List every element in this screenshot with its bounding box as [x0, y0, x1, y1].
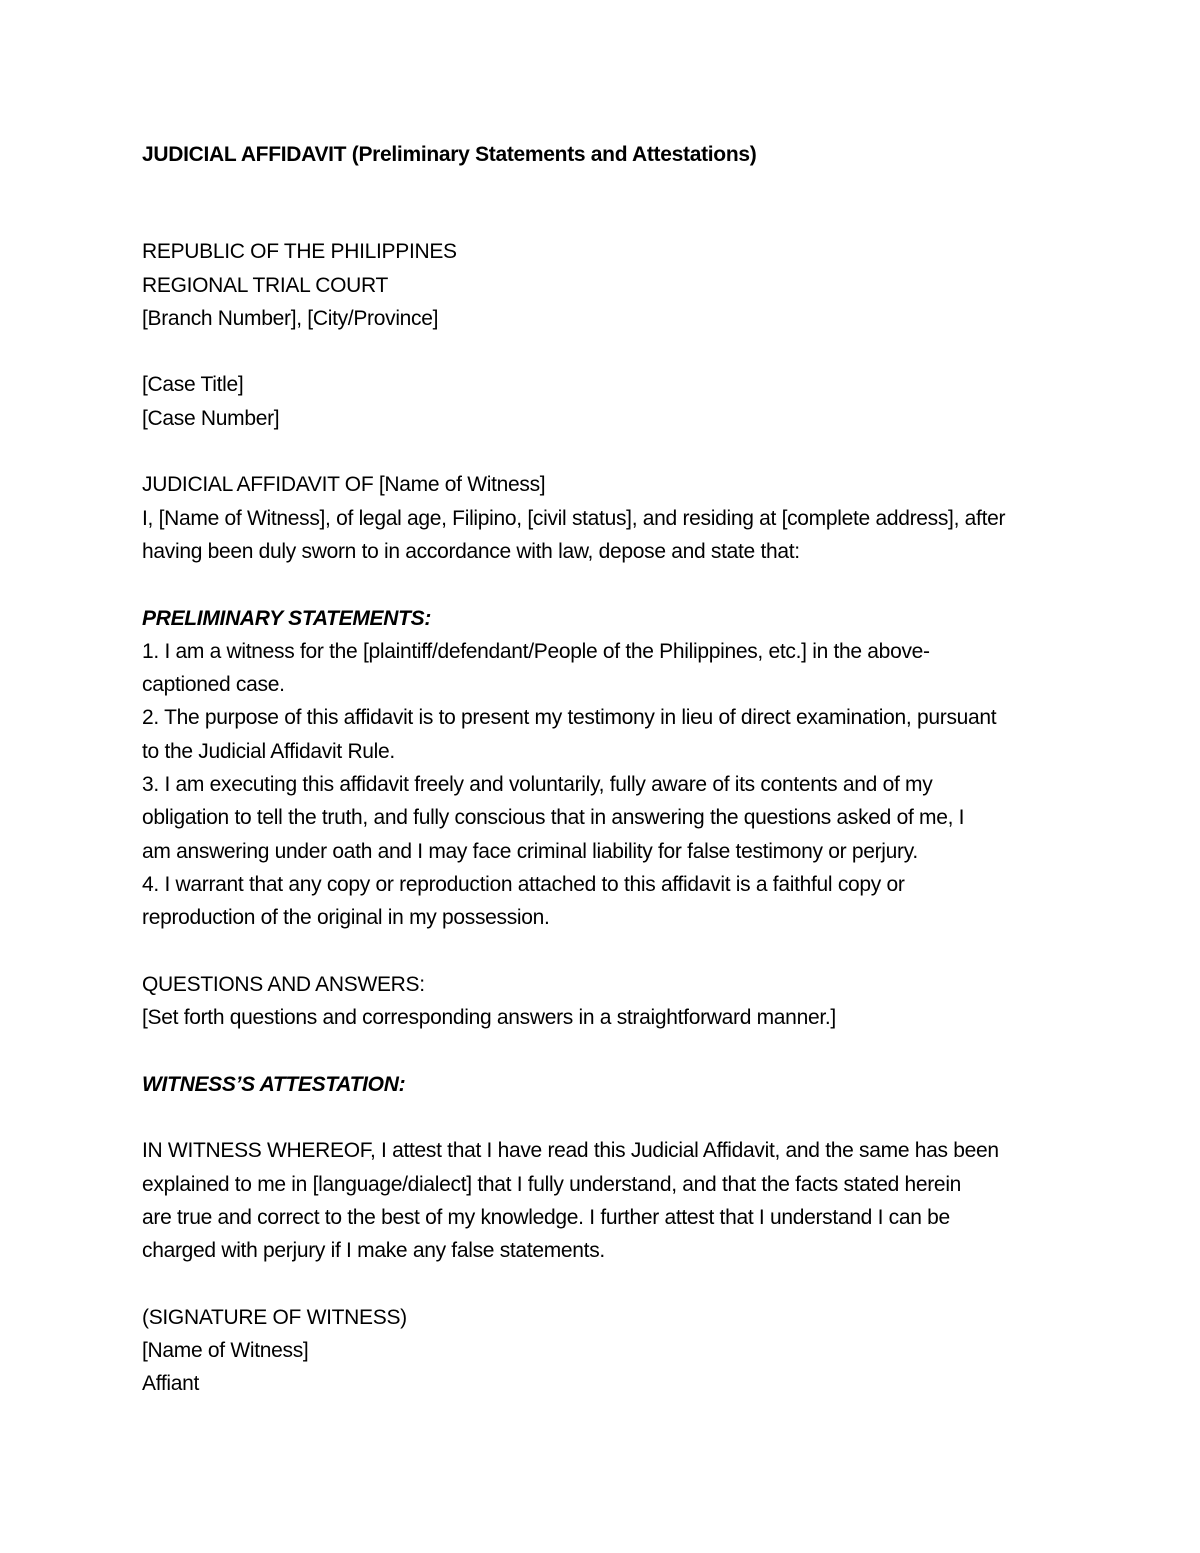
questions-and-answers — [142, 968, 1067, 1035]
branch-line: [Branch Number], [City/Province] — [142, 306, 439, 330]
case-info — [142, 368, 1067, 435]
statement-line: to the Judicial Affidavit Rule. — [142, 739, 395, 763]
statement-line: reproduction of the original in my possession. — [142, 906, 550, 930]
signature-name: [Name of Witness] — [142, 1339, 309, 1363]
statement-line: 2. The purpose of this affidavit is to present my testimony in lieu of direct examination, pursuant — [142, 706, 997, 730]
attestation-line: are true and correct to the best of my knowledge. I further attest that I understand I can be — [142, 1205, 950, 1229]
spacer — [142, 1101, 1067, 1134]
witness-attestation — [142, 1068, 1067, 1268]
case-number: [Case Number] — [142, 406, 280, 430]
spacer — [142, 1268, 1067, 1301]
statement-line: captioned case. — [142, 673, 285, 697]
republic-line: REPUBLIC OF THE PHILIPPINES — [142, 240, 457, 264]
intro-line: having been duly sworn to in accordance with law, depose and state that: — [142, 539, 800, 563]
court-header — [142, 235, 1067, 335]
signature-block — [142, 1301, 1067, 1401]
statement-line: 4. I warrant that any copy or reproduction attached to this affidavit is a faithful copy or — [142, 872, 905, 896]
attestation-line: explained to me in [language/dialect] that I fully understand, and that the facts stated herein — [142, 1172, 962, 1196]
spacer — [142, 435, 1067, 468]
attestation-heading: WITNESS’S ATTESTATION: — [142, 1072, 406, 1096]
spacer — [142, 568, 1067, 601]
spacer — [142, 935, 1067, 968]
statement-line: obligation to tell the truth, and fully conscious that in answering the questions asked of me, I — [142, 806, 965, 830]
attestation-line: charged with perjury if I make any false statements. — [142, 1239, 605, 1263]
statement-line: am answering under oath and I may face criminal liability for false testimony or perjury. — [142, 839, 918, 863]
document-body — [142, 138, 1067, 1401]
qa-text: [Set forth questions and corresponding answers in a straightforward manner.] — [142, 1006, 836, 1030]
signature-role: Affiant — [142, 1372, 200, 1396]
document-title: JUDICIAL AFFIDAVIT (Preliminary Statements and Attestations) — [142, 143, 757, 166]
court-name-line: REGIONAL TRIAL COURT — [142, 273, 389, 297]
signature-label: (SIGNATURE OF WITNESS) — [142, 1305, 407, 1329]
qa-heading: QUESTIONS AND ANSWERS: — [142, 972, 425, 996]
affidavit-intro — [142, 468, 1067, 568]
spacer — [142, 171, 1067, 235]
statement-line: 3. I am executing this affidavit freely and voluntarily, fully aware of its contents and of my — [142, 773, 933, 797]
intro-line: I, [Name of Witness], of legal age, Filipino, [civil status], and residing at [complete address], after — [142, 506, 1006, 530]
affidavit-heading: JUDICIAL AFFIDAVIT OF [Name of Witness] — [142, 473, 546, 497]
statement-line: 1. I am a witness for the [plaintiff/defendant/People of the Philippines, etc.] in the above- — [142, 639, 930, 663]
preliminary-heading: PRELIMINARY STATEMENTS: — [142, 606, 432, 630]
spacer — [142, 1034, 1067, 1067]
spacer — [142, 335, 1067, 368]
preliminary-statements — [142, 602, 1067, 935]
case-title: [Case Title] — [142, 373, 244, 397]
attestation-line: IN WITNESS WHEREOF, I attest that I have read this Judicial Affidavit, and the same has been — [142, 1139, 999, 1163]
